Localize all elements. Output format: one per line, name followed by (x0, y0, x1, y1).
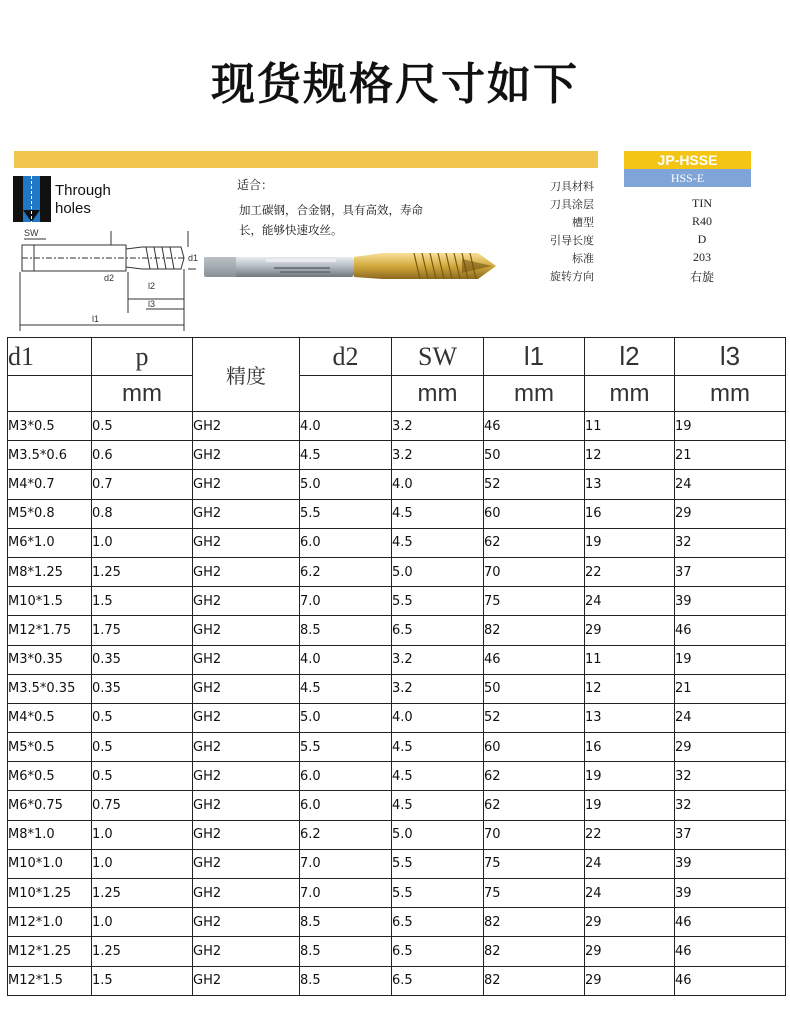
spec-value: 203 (693, 250, 711, 264)
cell-l2: 11 (585, 645, 675, 674)
table-row (8, 908, 786, 937)
cell-l2: 24 (585, 879, 675, 908)
cell-l1: 82 (484, 616, 585, 645)
spec-row (522, 214, 762, 232)
cell-p: 0.5 (92, 703, 193, 732)
header-sw: SW (392, 338, 484, 376)
spec-row (522, 178, 762, 196)
table-row (8, 470, 786, 499)
cell-l3: 37 (675, 557, 786, 586)
cell-l1: 70 (484, 557, 585, 586)
cell-l3: 29 (675, 499, 786, 528)
table-row (8, 849, 786, 878)
table-row (8, 966, 786, 995)
spec-row (522, 196, 762, 214)
cell-d2: 6.2 (300, 557, 392, 586)
cell-l2: 13 (585, 470, 675, 499)
table-row (8, 937, 786, 966)
cell-d1: M12*1.75 (8, 616, 92, 645)
cell-l2: 19 (585, 762, 675, 791)
cell-sw: 3.2 (392, 674, 484, 703)
cell-l2: 11 (585, 412, 675, 441)
cell-d2: 8.5 (300, 937, 392, 966)
table-row (8, 412, 786, 441)
cell-l1: 82 (484, 937, 585, 966)
table-row (8, 528, 786, 557)
spec-label: 标准 (572, 252, 594, 265)
cell-l2: 29 (585, 908, 675, 937)
cell-d1: M5*0.5 (8, 733, 92, 762)
tap-dimension-diagram (16, 225, 199, 335)
cell-l3: 19 (675, 412, 786, 441)
cell-sw: 3.2 (392, 441, 484, 470)
cell-l2: 16 (585, 499, 675, 528)
through-holes-badge (13, 176, 123, 224)
spec-list (522, 178, 762, 286)
header-d1: d1 (8, 338, 92, 376)
cell-d1: M6*1.0 (8, 528, 92, 557)
page-title: 现货规格尺寸如下 (211, 59, 579, 110)
table-row (8, 587, 786, 616)
cell-d2: 8.5 (300, 616, 392, 645)
cell-d2: 5.0 (300, 470, 392, 499)
through-holes-label: Through holes (55, 182, 111, 217)
cell-precision: GH2 (193, 849, 300, 878)
cell-l2: 22 (585, 557, 675, 586)
cell-precision: GH2 (193, 791, 300, 820)
cell-l3: 37 (675, 820, 786, 849)
cell-l1: 46 (484, 645, 585, 674)
spec-label: 刀具涂层 (550, 198, 594, 211)
cell-sw: 5.0 (392, 820, 484, 849)
cell-l2: 24 (585, 587, 675, 616)
cell-d2: 7.0 (300, 587, 392, 616)
l1-label: l1 (92, 314, 100, 324)
cell-l1: 75 (484, 849, 585, 878)
spec-label: 槽型 (572, 216, 594, 229)
cell-l2: 12 (585, 674, 675, 703)
cell-p: 1.0 (92, 908, 193, 937)
cell-d1: M12*1.5 (8, 966, 92, 995)
cell-l1: 75 (484, 879, 585, 908)
cell-l1: 50 (484, 441, 585, 470)
table-row (8, 616, 786, 645)
header-precision: 精度 (193, 338, 300, 412)
cell-l2: 19 (585, 528, 675, 557)
cell-d2: 6.2 (300, 820, 392, 849)
unit-l2: mm (585, 376, 675, 412)
table-row (8, 703, 786, 732)
spec-value: R40 (691, 214, 712, 228)
cell-sw: 6.5 (392, 966, 484, 995)
cell-d1: M3.5*0.6 (8, 441, 92, 470)
unit-sw: mm (392, 376, 484, 412)
cell-precision: GH2 (193, 820, 300, 849)
cell-l1: 52 (484, 470, 585, 499)
grade-name: JP-HSSE (624, 151, 751, 169)
spec-label: 引导长度 (550, 234, 594, 247)
cell-l1: 70 (484, 820, 585, 849)
spec-value: TIN (692, 196, 712, 210)
yellow-banner (14, 151, 598, 168)
cell-d2: 8.5 (300, 966, 392, 995)
cell-precision: GH2 (193, 412, 300, 441)
cell-p: 1.25 (92, 937, 193, 966)
cell-sw: 4.5 (392, 762, 484, 791)
cell-l3: 21 (675, 441, 786, 470)
d2-label: d2 (104, 273, 115, 283)
cell-l3: 46 (675, 908, 786, 937)
cell-l3: 21 (675, 674, 786, 703)
table-row (8, 820, 786, 849)
cell-l3: 32 (675, 762, 786, 791)
cell-l3: 39 (675, 879, 786, 908)
cell-d2: 4.0 (300, 412, 392, 441)
l3-label: l3 (148, 299, 156, 309)
unit-d1 (8, 376, 92, 412)
cell-precision: GH2 (193, 528, 300, 557)
suitable-description: 加工碳钢，合金钢，具有高效，寿命长，能够快速攻丝。 (239, 203, 423, 237)
spec-table (7, 337, 786, 996)
cell-d1: M12*1.25 (8, 937, 92, 966)
header-p: p (92, 338, 193, 376)
suitable-heading: 适合： (237, 178, 274, 192)
cell-p: 0.8 (92, 499, 193, 528)
spec-row (522, 232, 762, 250)
table-row (8, 499, 786, 528)
cell-l3: 46 (675, 937, 786, 966)
cell-d2: 6.0 (300, 762, 392, 791)
cell-sw: 4.5 (392, 528, 484, 557)
cell-d1: M3*0.5 (8, 412, 92, 441)
cell-p: 1.25 (92, 557, 193, 586)
spec-row (522, 250, 762, 268)
cell-precision: GH2 (193, 966, 300, 995)
cell-p: 1.75 (92, 616, 193, 645)
cell-p: 0.5 (92, 412, 193, 441)
spec-value: 右旋 (689, 270, 714, 284)
cell-l3: 46 (675, 966, 786, 995)
cell-p: 0.75 (92, 791, 193, 820)
sw-label: SW (24, 228, 39, 238)
cell-p: 0.5 (92, 762, 193, 791)
grade-material: HSS-E (624, 169, 751, 187)
cell-d2: 5.5 (300, 499, 392, 528)
cell-l2: 19 (585, 791, 675, 820)
cell-sw: 4.5 (392, 499, 484, 528)
cell-sw: 4.0 (392, 470, 484, 499)
cell-precision: GH2 (193, 499, 300, 528)
cell-l3: 32 (675, 528, 786, 557)
cell-precision: GH2 (193, 441, 300, 470)
cell-precision: GH2 (193, 703, 300, 732)
cell-d1: M8*1.0 (8, 820, 92, 849)
cell-sw: 6.5 (392, 616, 484, 645)
cell-l2: 13 (585, 703, 675, 732)
cell-d1: M3.5*0.35 (8, 674, 92, 703)
table-row (8, 733, 786, 762)
table-row (8, 557, 786, 586)
cell-d2: 7.0 (300, 879, 392, 908)
cell-p: 0.5 (92, 733, 193, 762)
cell-l1: 62 (484, 528, 585, 557)
cell-sw: 4.5 (392, 733, 484, 762)
cell-sw: 5.5 (392, 879, 484, 908)
table-row (8, 645, 786, 674)
tap-photo (200, 245, 510, 287)
cell-d1: M10*1.5 (8, 587, 92, 616)
cell-l2: 22 (585, 820, 675, 849)
cell-p: 1.25 (92, 879, 193, 908)
cell-l3: 32 (675, 791, 786, 820)
cell-precision: GH2 (193, 762, 300, 791)
l2-label: l2 (148, 281, 156, 291)
cell-precision: GH2 (193, 937, 300, 966)
unit-p: mm (92, 376, 193, 412)
d1-label: d1 (188, 253, 199, 263)
spec-label: 刀具材料 (550, 180, 594, 193)
cell-d1: M12*1.0 (8, 908, 92, 937)
cell-precision: GH2 (193, 908, 300, 937)
cell-l2: 16 (585, 733, 675, 762)
cell-l3: 29 (675, 733, 786, 762)
header-l1: l1 (484, 338, 585, 376)
cell-d2: 6.0 (300, 791, 392, 820)
table-row (8, 879, 786, 908)
cell-d1: M6*0.5 (8, 762, 92, 791)
cell-sw: 4.5 (392, 791, 484, 820)
cell-p: 0.7 (92, 470, 193, 499)
cell-precision: GH2 (193, 879, 300, 908)
cell-p: 0.6 (92, 441, 193, 470)
cell-p: 1.0 (92, 820, 193, 849)
cell-l3: 19 (675, 645, 786, 674)
cell-precision: GH2 (193, 470, 300, 499)
cell-precision: GH2 (193, 557, 300, 586)
cell-l1: 52 (484, 703, 585, 732)
cell-d2: 8.5 (300, 908, 392, 937)
cell-l2: 29 (585, 937, 675, 966)
cell-p: 1.5 (92, 966, 193, 995)
spec-label: 旋转方向 (550, 270, 594, 283)
cell-l1: 60 (484, 499, 585, 528)
cell-d1: M8*1.25 (8, 557, 92, 586)
cell-d1: M4*0.5 (8, 703, 92, 732)
cell-d2: 4.5 (300, 441, 392, 470)
cell-sw: 3.2 (392, 412, 484, 441)
header-d2: d2 (300, 338, 392, 376)
cell-l1: 62 (484, 791, 585, 820)
cell-p: 1.5 (92, 587, 193, 616)
cell-sw: 4.0 (392, 703, 484, 732)
cell-d2: 5.5 (300, 733, 392, 762)
table-row (8, 791, 786, 820)
through-hole-icon (13, 176, 53, 224)
cell-p: 0.35 (92, 674, 193, 703)
table-row (8, 674, 786, 703)
cell-l3: 39 (675, 587, 786, 616)
cell-l1: 60 (484, 733, 585, 762)
cell-sw: 5.5 (392, 587, 484, 616)
suitable-block (237, 176, 423, 237)
cell-precision: GH2 (193, 587, 300, 616)
cell-l2: 29 (585, 966, 675, 995)
cell-precision: GH2 (193, 616, 300, 645)
cell-d1: M10*1.0 (8, 849, 92, 878)
cell-p: 1.0 (92, 528, 193, 557)
cell-d1: M10*1.25 (8, 879, 92, 908)
header-l3: l3 (675, 338, 786, 376)
cell-l3: 24 (675, 703, 786, 732)
unit-l3: mm (675, 376, 786, 412)
cell-l1: 62 (484, 762, 585, 791)
cell-sw: 5.0 (392, 557, 484, 586)
cell-sw: 6.5 (392, 937, 484, 966)
cell-l3: 39 (675, 849, 786, 878)
cell-l1: 75 (484, 587, 585, 616)
cell-d2: 4.0 (300, 645, 392, 674)
table-row (8, 762, 786, 791)
cell-sw: 5.5 (392, 849, 484, 878)
unit-d2 (300, 376, 392, 412)
cell-sw: 6.5 (392, 908, 484, 937)
unit-l1: mm (484, 376, 585, 412)
cell-sw: 3.2 (392, 645, 484, 674)
cell-precision: GH2 (193, 645, 300, 674)
cell-d1: M4*0.7 (8, 470, 92, 499)
cell-d2: 7.0 (300, 849, 392, 878)
cell-l1: 46 (484, 412, 585, 441)
cell-l2: 29 (585, 616, 675, 645)
cell-l3: 24 (675, 470, 786, 499)
cell-precision: GH2 (193, 733, 300, 762)
cell-l2: 12 (585, 441, 675, 470)
cell-d1: M3*0.35 (8, 645, 92, 674)
cell-l1: 82 (484, 908, 585, 937)
cell-precision: GH2 (193, 674, 300, 703)
table-row (8, 441, 786, 470)
cell-l1: 50 (484, 674, 585, 703)
cell-d1: M6*0.75 (8, 791, 92, 820)
cell-d1: M5*0.8 (8, 499, 92, 528)
cell-d2: 4.5 (300, 674, 392, 703)
cell-d2: 6.0 (300, 528, 392, 557)
cell-p: 0.35 (92, 645, 193, 674)
header-l2: l2 (585, 338, 675, 376)
spec-row (522, 268, 762, 286)
cell-l2: 24 (585, 849, 675, 878)
table-body (8, 412, 786, 996)
cell-l3: 46 (675, 616, 786, 645)
cell-l1: 82 (484, 966, 585, 995)
cell-d2: 5.0 (300, 703, 392, 732)
cell-p: 1.0 (92, 849, 193, 878)
spec-value: D (697, 232, 707, 246)
